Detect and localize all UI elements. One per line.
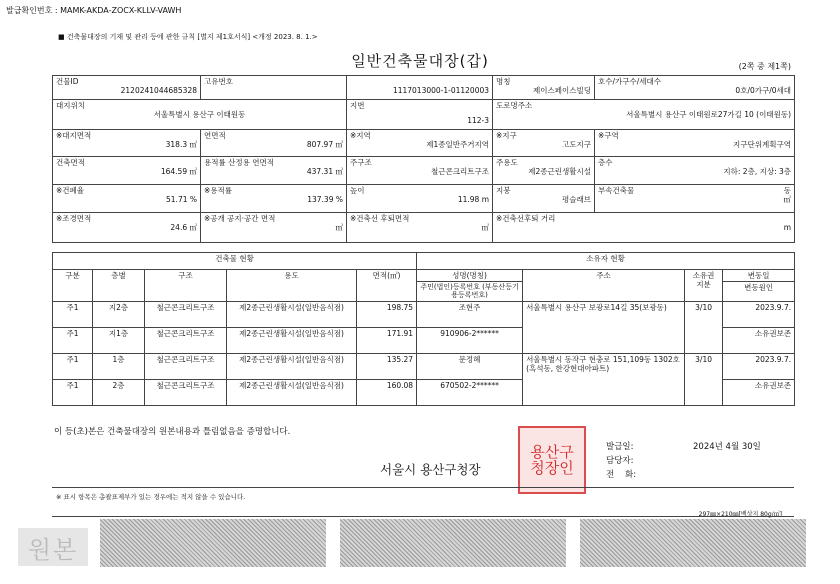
cell: 지2층 [93,301,145,327]
cell: 철근콘크리트구조 [145,327,227,353]
sector-cell: ※구역 지구단위계획구역 [595,130,795,157]
cell: 1층 [93,353,145,379]
cell: 지1층 [93,327,145,353]
official-seal: 용산구 청장인 [518,426,586,494]
col-header-name: 성명(명칭) [417,270,523,282]
landscape-area-cell: ※조경면적 24.6 ㎡ [53,213,201,243]
setback-distance-cell: ※건축선후퇴 거리 m [493,213,795,243]
register-table [52,75,795,243]
site-area-cell: ※대지면적 318.3 ㎡ [53,130,201,157]
cell: 171.91 [357,327,417,353]
building-id-cell: 건물ID 2120241044685328 [53,76,201,100]
road-address-cell: 도로명주소 서울특별시 용산구 이태원로27가길 10 (이태원동) [493,100,795,130]
cell: 제2종근린생활시설(일반음식점) [227,301,357,327]
owner-address: 서울특별시 동작구 현충로 151,109동 1302호(흑석동, 한강현대아파트) [523,353,685,405]
divider [52,487,794,488]
lot-no-cell: 지번 112-3 [347,100,493,130]
issue-date: 2024년 4월 30일 [693,442,761,452]
public-open-space-cell: ※공개 공지·공간 면적 ㎡ [201,213,347,243]
name-cell: 명칭 제이스페이스빌딩 [493,76,595,100]
cell: 주1 [53,327,93,353]
original-watermark: 원본 [18,528,88,566]
owner-address: 서울특별시 용산구 보광로14길 35(보광동) [523,301,685,353]
security-pattern [100,519,326,567]
phone-label: 전 화: [606,470,637,480]
col-header: 용도 [227,270,357,302]
cell: 160.08 [357,379,417,405]
building-status-title: 건축물 현황 [53,253,417,270]
certification-text: 이 등(초)본은 건축물대장의 원본내용과 틀림없음을 증명합니다. [54,427,291,437]
owner-share: 3/10 [685,353,723,405]
security-pattern [580,519,806,567]
unique-no-value-cell: 1117013000-1-01120003 [347,76,493,100]
col-header: 층별 [93,270,145,302]
setback-area-cell: ※건축선 후퇴면적 ㎡ [347,213,493,243]
owner-share: 3/10 [685,301,723,353]
cell: 주1 [53,301,93,327]
owner-id: 670502-2****** [417,379,523,405]
owner-change-date: 2023.9.7. [723,301,795,327]
roof-cell: 지붕 평슬래브 [493,185,595,213]
divider [52,516,794,517]
form-reference: ■ 건축물대장의 기재 및 관리 등에 관한 규칙 [별지 제1호서식] <개정 2023. 8. 1.> [58,33,318,41]
col-header: 구분 [53,270,93,302]
document-title: 일반건축물대장(갑) [351,52,489,70]
col-header-reason: 변동원인 [723,282,795,302]
site-location-cell: 대지위치 서울특별시 용산구 이태원동 [53,100,347,130]
col-header-address: 주소 [523,270,685,302]
floor-area-ratio-cell: ※용적률 137.39 % [201,185,347,213]
zone-cell: ※지역 제1종일반주거지역 [347,130,493,157]
owner-name: 문정혜 [417,353,523,379]
table-row [53,353,795,379]
cell: 제2종근린생활시설(일반음식점) [227,379,357,405]
floors-cell: 층수 지하: 2층, 지상: 3층 [595,157,795,185]
height-cell: 높이 11.98 m [347,185,493,213]
district-cell: ※지구 고도지구 [493,130,595,157]
cell: 2층 [93,379,145,405]
cell: 198.75 [357,301,417,327]
col-header-date: 변동일 [723,270,795,282]
issue-number: 발급확인번호 : MAMK-AKDA-ZOCX-KLLV-VAWH [6,6,182,15]
cell: 135.27 [357,353,417,379]
owner-change-reason: 소유권보존 [723,327,795,353]
cell: 철근콘크리트구조 [145,301,227,327]
col-header-id: 주민(법인)등록번호 (부동산등기용등록번호) [417,282,523,302]
cell: 주1 [53,379,93,405]
cell: 철근콘크리트구조 [145,353,227,379]
main-use-cell: 주용도 제2종근린생활시설 [493,157,595,185]
cell: 제2종근린생활시설(일반음식점) [227,327,357,353]
coverage-ratio-cell: ※건폐율 51.71 % [53,185,201,213]
col-header-share: 소유권 지분 [685,270,723,302]
table-row [53,301,795,327]
units-cell: 호수/가구수/세대수 0호/0가구/0세대 [595,76,795,100]
unique-no-cell: 고유번호 [201,76,347,100]
owner-name: 조현주 [417,301,523,327]
status-table [52,252,795,406]
cell: 제2종근린생활시설(일반음식점) [227,353,357,379]
building-area-cell: 건축면적 164.59 ㎡ [53,157,201,185]
security-pattern [340,519,566,567]
owner-id: 910906-2****** [417,327,523,353]
officer-label: 담당자: [606,456,634,466]
main-structure-cell: 주구조 철근콘크리트구조 [347,157,493,185]
col-header: 면적(㎡) [357,270,417,302]
issue-date-label: 발급일: [606,442,634,452]
floor-area-for-ratio-cell: 용적률 산정용 연면적 437.31 ㎡ [201,157,347,185]
cell: 주1 [53,353,93,379]
paper-spec: 297㎜×210㎜[백상지 80g/㎡] [698,511,782,518]
footnote: ※ 표시 항목은 총괄표제부가 있는 경우에는 적지 않을 수 있습니다. [56,493,246,501]
total-floor-area-cell: 연면적 807.97 ㎡ [201,130,347,157]
owner-change-date: 2023.9.7. [723,353,795,379]
owner-change-reason: 소유권보존 [723,379,795,405]
cell: 철근콘크리트구조 [145,379,227,405]
owner-status-title: 소유자 현황 [417,253,795,270]
page-note: (2쪽 중 제1쪽) [738,62,791,71]
annex-cell: 부속건축물 동 ㎡ [595,185,795,213]
col-header: 구조 [145,270,227,302]
issuer-name: 서울시 용산구청장 [380,462,481,477]
